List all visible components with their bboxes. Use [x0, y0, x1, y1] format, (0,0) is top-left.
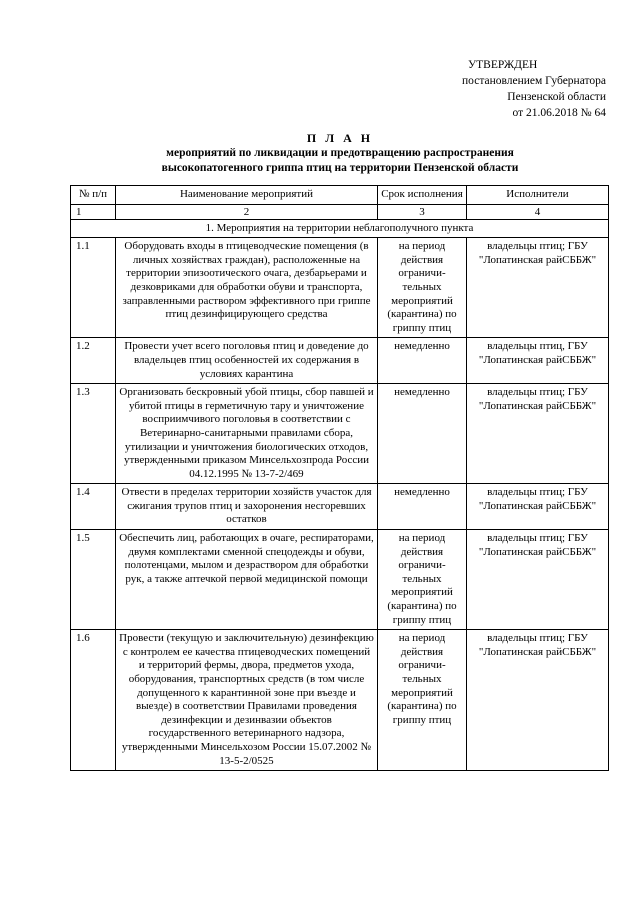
row-term: немедленно	[378, 338, 467, 384]
row-term: на период действия ограничи-тельных мероприятий (карантина) по гриппу птиц	[378, 630, 467, 771]
table-row	[71, 530, 609, 630]
row-exec: владельцы птиц; ГБУ "Лопатинская райСББЖ"	[467, 630, 609, 771]
table-row	[71, 338, 609, 384]
row-name: Провести учет всего поголовья птиц и доведение до владельцев птиц особенностей их содержания в условиях карантина	[116, 338, 378, 384]
row-name: Организовать бескровный убой птицы, сбор павшей и убитой птицы в герметичную тару и уничтожение восприимчивого поголовья в соответствии с Ветеринарно-санитарными правилами сбора, утилизации и уничтожения биологических отходов, утвержденными приказом Минсельхозпрода России 04.12.1995 № 13-7-2/469	[116, 384, 378, 484]
plan-subtitle-line-2: высокопатогенного гриппа птиц на территории Пензенской области	[161, 162, 519, 174]
table-row	[71, 384, 609, 484]
row-num: 1.3	[71, 384, 116, 484]
row-num: 1.1	[71, 238, 116, 338]
row-num: 1.6	[71, 630, 116, 771]
table-header-row	[71, 186, 609, 205]
table-row	[71, 630, 609, 771]
plan-title: П Л А Н	[306, 131, 374, 145]
table-row	[71, 238, 609, 338]
row-name: Провести (текущую и заключительную) дезинфекцию с контролем ее качества птицеводческих помещений и территорий фермы, двора, предметов ухода, оборудования, транспортных средств (в том числе допущенного к карантинной зоне при въезде и выезде) в соответствии Правилами проведения дезинфекции и дезинвазии объектов государственного ветеринарного надзора, утвержденными Минсельхозом России 15.07.2002 № 13-5-2/0525	[116, 630, 378, 771]
row-exec: владельцы птиц; ГБУ "Лопатинская райСББЖ"	[467, 238, 609, 338]
index-cell: 2	[116, 204, 378, 219]
header-exec: Исполнители	[467, 186, 609, 205]
row-term: на период действия ограничи-тельных мероприятий (карантина) по гриппу птиц	[378, 238, 467, 338]
index-cell: 3	[378, 204, 467, 219]
row-name: Обеспечить лиц, работающих в очаге, респираторами, двумя комплектами сменной спецодежды и обуви, полотенцами, мылом и дезраствором для обработки рук, а также аптечкой первой медицинской помощи	[116, 530, 378, 630]
row-exec: владельцы птиц, ГБУ "Лопатинская райСББЖ"	[467, 338, 609, 384]
index-cell: 1	[71, 204, 116, 219]
header-term: Срок исполнения	[378, 186, 467, 205]
row-exec: владельцы птиц; ГБУ "Лопатинская райСББЖ"	[467, 384, 609, 484]
header-name: Наименование мероприятий	[116, 186, 378, 205]
approval-line-2: Пензенской области	[507, 91, 606, 103]
row-num: 1.4	[71, 484, 116, 530]
row-exec: владельцы птиц; ГБУ "Лопатинская райСББЖ"	[467, 530, 609, 630]
document-heading	[70, 131, 610, 176]
row-num: 1.2	[71, 338, 116, 384]
row-name: Отвести в пределах территории хозяйств участок для сжигания трупов птиц и захоронения несгоревших остатков	[116, 484, 378, 530]
index-cell: 4	[467, 204, 609, 219]
approval-line-1: постановлением Губернатора	[462, 75, 606, 87]
row-term: немедленно	[378, 384, 467, 484]
row-num: 1.5	[71, 530, 116, 630]
section-row	[71, 219, 609, 238]
table-row	[71, 484, 609, 530]
row-term: на период действия ограничи-тельных мероприятий (карантина) по гриппу птиц	[378, 530, 467, 630]
table-index-row	[71, 204, 609, 219]
section-title: 1. Мероприятия на территории неблагополучного пункта	[71, 219, 609, 238]
plan-table	[70, 185, 609, 771]
approval-line-3: от 21.06.2018 № 64	[512, 107, 606, 119]
approval-stamp	[406, 57, 606, 121]
row-name: Оборудовать входы в птицеводческие помещения (в личных хозяйствах граждан), расположенные на территории эпизоотического очага, дезбарьерами и дезковриками для обработки обуви и транспорта, заправленными раствором эффективного при гриппе птиц дезинфицирующего средства	[116, 238, 378, 338]
header-num: № п/п	[71, 186, 116, 205]
row-term: немедленно	[378, 484, 467, 530]
row-exec: владельцы птиц; ГБУ "Лопатинская райСББЖ"	[467, 484, 609, 530]
approval-title: УТВЕРЖДЕН	[468, 59, 538, 71]
plan-subtitle-line-1: мероприятий по ликвидации и предотвращению распространения	[166, 147, 514, 159]
